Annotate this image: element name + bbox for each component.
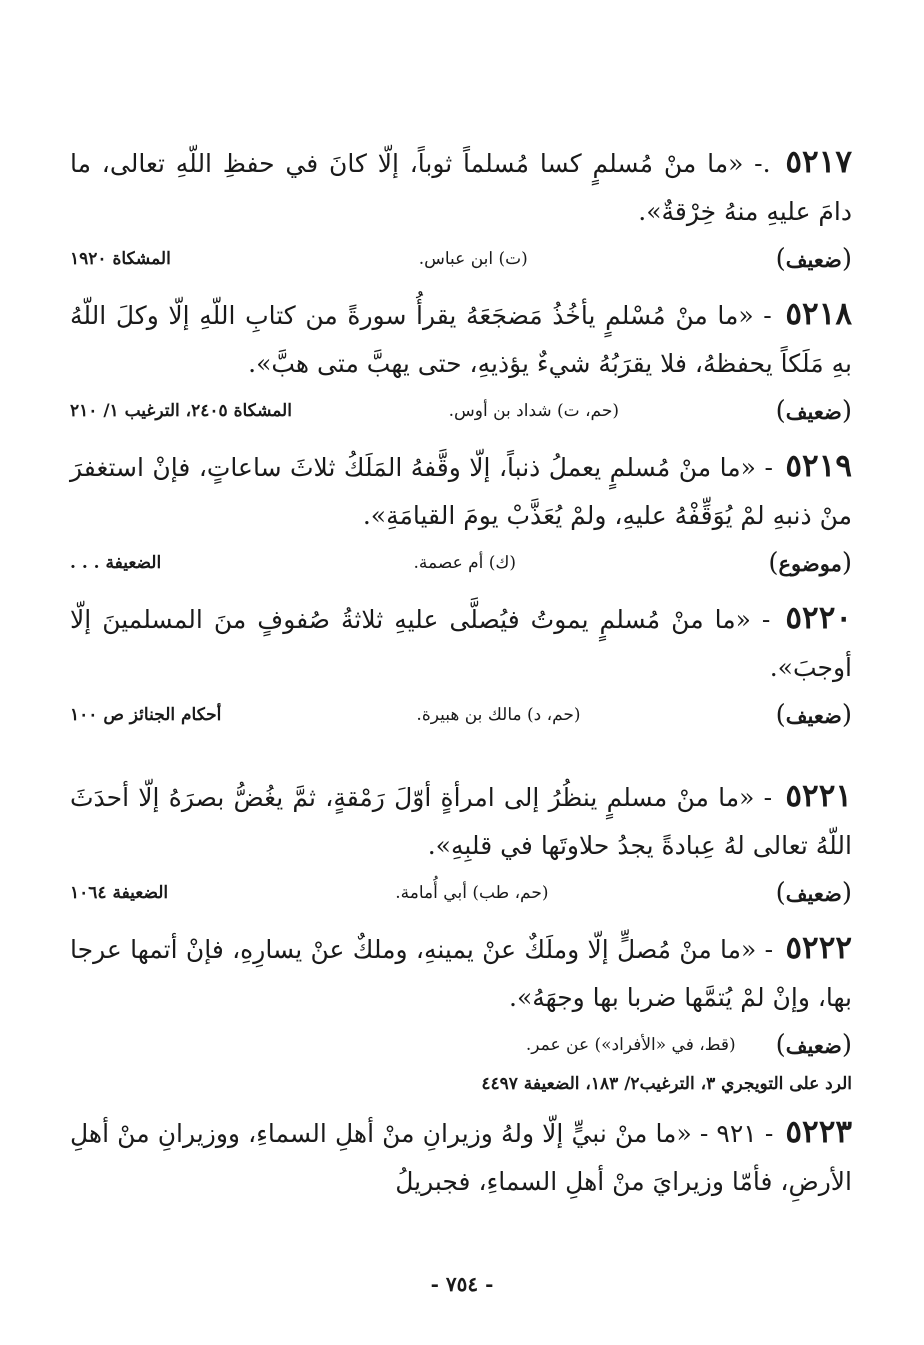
hadith-number: ٥٢١٨ xyxy=(785,296,852,332)
narrator: (حم، د) مالك بن هبيرة. xyxy=(416,705,581,725)
hadith-entry-5218 xyxy=(70,290,852,434)
hadith-number: ٥٢٢٣ xyxy=(785,1114,852,1150)
grade-label: (ضعيف) xyxy=(775,700,852,730)
hadith-body: - «ما منْ مسلمٍ ينظُرُ إلى امرأةٍ أوّلَ رَمْقةٍ، ثمَّ يغُضُّ بصرَهُ إلّا أحدَثَ اللّهُ تعالى لهُ عِبادةً يجدُ حلاوتَها في قلبِهِ». xyxy=(70,783,852,860)
hadith-number: ٥٢١٩ xyxy=(785,448,852,484)
narrator: (قط، في «الأفراد») عن عمر. xyxy=(525,1035,736,1055)
reference: الرد على التويجري ٣، الترغيب٢/ ١٨٣، الضعيفة ٤٤٩٧ xyxy=(481,1074,852,1094)
hadith-number: ٥٢٢٠ xyxy=(785,600,852,636)
hadith-text xyxy=(70,442,852,540)
hadith-number: ٥٢٢١ xyxy=(785,778,852,814)
grade-label: (موضوع) xyxy=(768,548,852,578)
reference: الضعيفة ١٠٦٤ xyxy=(70,883,169,903)
narrator: (حم، طب) أبي أُمامة. xyxy=(395,883,549,903)
hadith-body: - «ما منْ مُسلمٍ يعملُ ذنباً، إلّا وقَّفهُ المَلَكُ ثلاثَ ساعاتٍ، فإنْ استغفرَ منْ ذنبهِ لمْ يُوَقِّفْهُ عليهِ، ولمْ يُعَذَّبْ يومَ القيامَةِ». xyxy=(70,453,852,530)
hadith-text xyxy=(70,138,852,236)
source-line xyxy=(70,540,852,586)
hadith-number: ٥٢١٧ xyxy=(785,144,853,180)
hadith-body: - «ما منْ مُصلٍّ إلّا وملَكٌ عنْ يمينهِ، وملكٌ عنْ يسارِهِ، فإنْ أتمها عرجا بها، وإنْ لمْ يُتمَّها ضربا بها وجهَهُ». xyxy=(70,935,852,1012)
hadith-body: - «ما منْ مُسْلمٍ يأخُذُ مَضجَعَهُ يقرأُ سورةً من كتابِ اللّهِ إلّا وكلَ اللّهُ بهِ مَلَكاً يحفظهُ، فلا يقرَبُهُ شيءٌ يؤذيهِ، حتى يهبَّ متى هبَّ». xyxy=(70,301,852,378)
document-page xyxy=(70,138,852,1214)
hadith-entry-5223 xyxy=(70,1108,852,1206)
page-number: - ٧٥٤ - xyxy=(430,1272,494,1296)
hadith-entry-5222 xyxy=(70,924,852,1100)
grade-label: (ضعيف) xyxy=(775,244,852,274)
hadith-text xyxy=(70,772,852,870)
reference: المشكاة ٢٤٠٥، الترغيب ١/ ٢١٠ xyxy=(70,401,292,421)
grade-label: (ضعيف) xyxy=(775,878,852,908)
reference: الضعيفة . . . xyxy=(70,553,162,573)
narrator: (ت) ابن عباس. xyxy=(418,249,528,269)
hadith-text xyxy=(70,594,852,692)
narrator: (ك) أم عصمة. xyxy=(413,553,517,573)
hadith-entry-5217 xyxy=(70,138,852,282)
reference: المشكاة ١٩٢٠ xyxy=(70,249,171,269)
source-line xyxy=(70,870,852,916)
hadith-body: - ٩٢١ - «ما منْ نبيٍّ إلّا ولهُ وزيرانِ منْ أهلِ السماءِ، ووزيرانِ منْ أهلِ الأرضِ، فأمّا وزيرايَ منْ أهلِ السماءِ، فجبريلُ xyxy=(70,1119,852,1196)
grade-label: (ضعيف) xyxy=(775,1030,852,1060)
narrator: (حم، ت) شداد بن أوس. xyxy=(448,401,620,421)
source-line xyxy=(70,388,852,434)
hadith-number: ٥٢٢٢ xyxy=(785,930,853,966)
spacer xyxy=(70,746,852,772)
hadith-body: .- «ما منْ مُسلمٍ كسا مُسلماً ثوباً، إلّا كانَ في حفظِ اللّهِ تعالى، ما دامَ عليهِ منهُ خِرْقةٌ». xyxy=(70,149,852,226)
hadith-text xyxy=(70,924,852,1022)
hadith-entry-5221 xyxy=(70,772,852,916)
hadith-text xyxy=(70,290,852,388)
hadith-text xyxy=(70,1108,852,1206)
hadith-body: - «ما منْ مُسلمٍ يموتُ فيُصلَّى عليهِ ثلاثةُ صُفوفٍ منَ المسلمينَ إلّا أوجبَ». xyxy=(70,605,852,682)
hadith-entry-5220 xyxy=(70,594,852,738)
grade-label: (ضعيف) xyxy=(775,396,852,426)
source-line xyxy=(70,1022,852,1068)
hadith-entry-5219 xyxy=(70,442,852,586)
source-line xyxy=(70,236,852,282)
source-line xyxy=(70,692,852,738)
reference: أحكام الجنائز ص ١٠٠ xyxy=(70,705,222,725)
